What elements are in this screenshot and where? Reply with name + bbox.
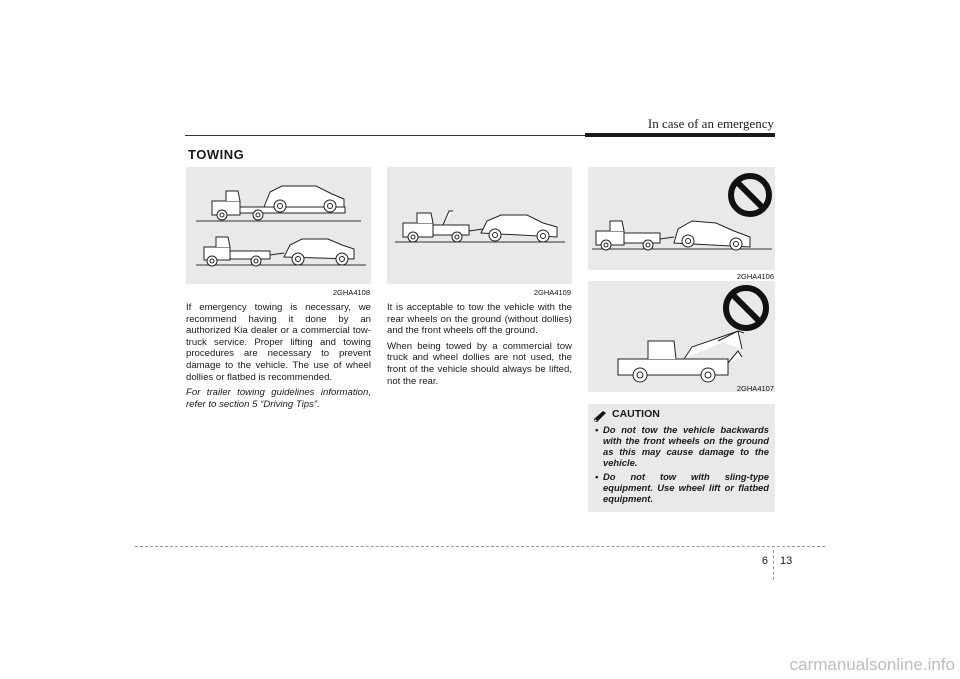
prohibited-icon bbox=[727, 172, 773, 218]
page-number: 13 bbox=[780, 555, 793, 567]
caution-item: • Do not tow the vehicle backwards with the front wheels on the ground as this may cause damage to the vehicle. bbox=[595, 424, 769, 468]
page-title: TOWING bbox=[188, 147, 245, 162]
watermark: carmanualsonline.info bbox=[789, 655, 955, 674]
column-2-text bbox=[387, 302, 572, 391]
figure-code: 2GHA4108 bbox=[332, 288, 370, 297]
figure-code: 2GHA4109 bbox=[533, 288, 571, 297]
footer-rule bbox=[135, 546, 825, 547]
tow-truck-illustration bbox=[387, 167, 572, 284]
bullet: • bbox=[595, 424, 599, 435]
prohibited-icon bbox=[722, 284, 770, 332]
figure-code: 2GHA4107 bbox=[736, 384, 774, 393]
figure-flatbed-and-dollies bbox=[186, 167, 371, 284]
commercial-tow-paragraph: When being towed by a commercial tow truck and wheel dollies are not used, the front of the vehicle should always be lifted, not the rear. bbox=[387, 340, 572, 387]
caution-item: • Do not tow with sling-type equipment. Use wheel lift or flatbed equipment. bbox=[595, 471, 769, 504]
header-rule-accent bbox=[585, 133, 775, 137]
column-1-text bbox=[186, 302, 371, 414]
towing-recommendation-paragraph: If emergency towing is necessary, we recommend having it done by an authorized Kia dealer or a commercial tow-truck service. Proper lifting and towing procedures are necessary to prevent damage to the vehicle. The use of wheel dollies or flatbed is recommended. bbox=[186, 302, 371, 383]
rear-wheels-ground-paragraph: It is acceptable to tow the vehicle with the rear wheels on the ground (without dollies) and the front wheels off the ground. bbox=[387, 302, 572, 337]
caution-pencil-icon bbox=[593, 410, 607, 422]
footer-divider bbox=[773, 550, 774, 580]
header-section-title: In case of an emergency bbox=[647, 116, 774, 131]
header-rule bbox=[185, 135, 585, 136]
trailer-towing-note: For trailer towing guidelines information, refer to section 5 “Driving Tips”. bbox=[186, 387, 371, 410]
figure-code: 2GHA4106 bbox=[736, 272, 774, 281]
bullet: • bbox=[595, 471, 599, 482]
tow-truck-illustration bbox=[186, 167, 371, 284]
caution-title: CAUTION bbox=[612, 408, 660, 420]
chapter-number: 6 bbox=[761, 555, 768, 567]
figure-wheel-lift-front bbox=[387, 167, 572, 284]
